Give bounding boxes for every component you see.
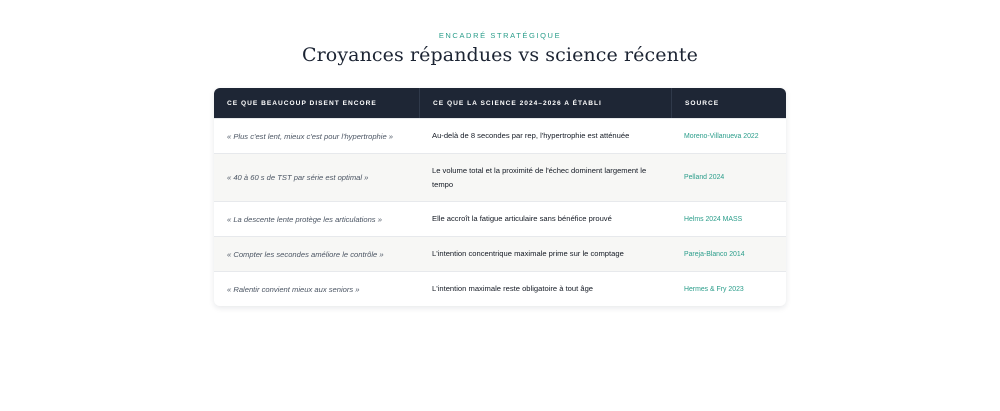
- column-header-beliefs: CE QUE BEAUCOUP DISENT ENCORE: [227, 99, 377, 107]
- science-cell: Elle accroît la fatigue articulaire sans bénéfice prouvé: [432, 214, 612, 223]
- source-cell: Moreno-Villanueva 2022: [684, 132, 759, 140]
- belief-cell: « 40 à 60 s de TST par série est optimal »: [227, 173, 369, 182]
- science-cell: L'intention concentrique maximale prime sur le comptage: [432, 249, 624, 258]
- science-cell: Au-delà de 8 secondes par rep, l'hypertrophie est atténuée: [432, 131, 630, 140]
- comparison-table: [214, 88, 786, 306]
- belief-cell: « La descente lente protège les articulations »: [227, 214, 382, 224]
- table-row: [214, 118, 786, 153]
- column-header-source: SOURCE: [671, 88, 786, 118]
- table-header: [214, 88, 786, 118]
- table-row: [214, 271, 786, 306]
- source-cell: Pelland 2024: [684, 174, 725, 181]
- belief-cell: « Plus c'est lent, mieux c'est pour l'hypertrophie »: [227, 131, 394, 141]
- eyebrow-label: ENCADRÉ STRATÉGIQUE: [438, 31, 562, 40]
- source-cell: Hermes & Fry 2023: [684, 285, 744, 293]
- column-header-science: CE QUE LA SCIENCE 2024–2026 A ÉTABLI: [419, 88, 671, 118]
- source-cell: Helms 2024 MASS: [684, 215, 743, 223]
- page-title: Croyances répandues vs science récente: [301, 44, 699, 66]
- belief-cell: « Compter les secondes améliore le contrôle »: [227, 249, 384, 259]
- science-cell: L'intention maximale reste obligatoire à tout âge: [432, 284, 594, 293]
- source-cell: Pareja-Blanco 2014: [684, 250, 745, 258]
- table-row: [214, 236, 786, 271]
- table-row: [214, 153, 786, 201]
- belief-cell: « Ralentir convient mieux aux seniors »: [227, 284, 360, 294]
- table-row: [214, 201, 786, 236]
- science-cell: Le volume total et la proximité de l'échec dominent largement le tempo: [432, 165, 647, 189]
